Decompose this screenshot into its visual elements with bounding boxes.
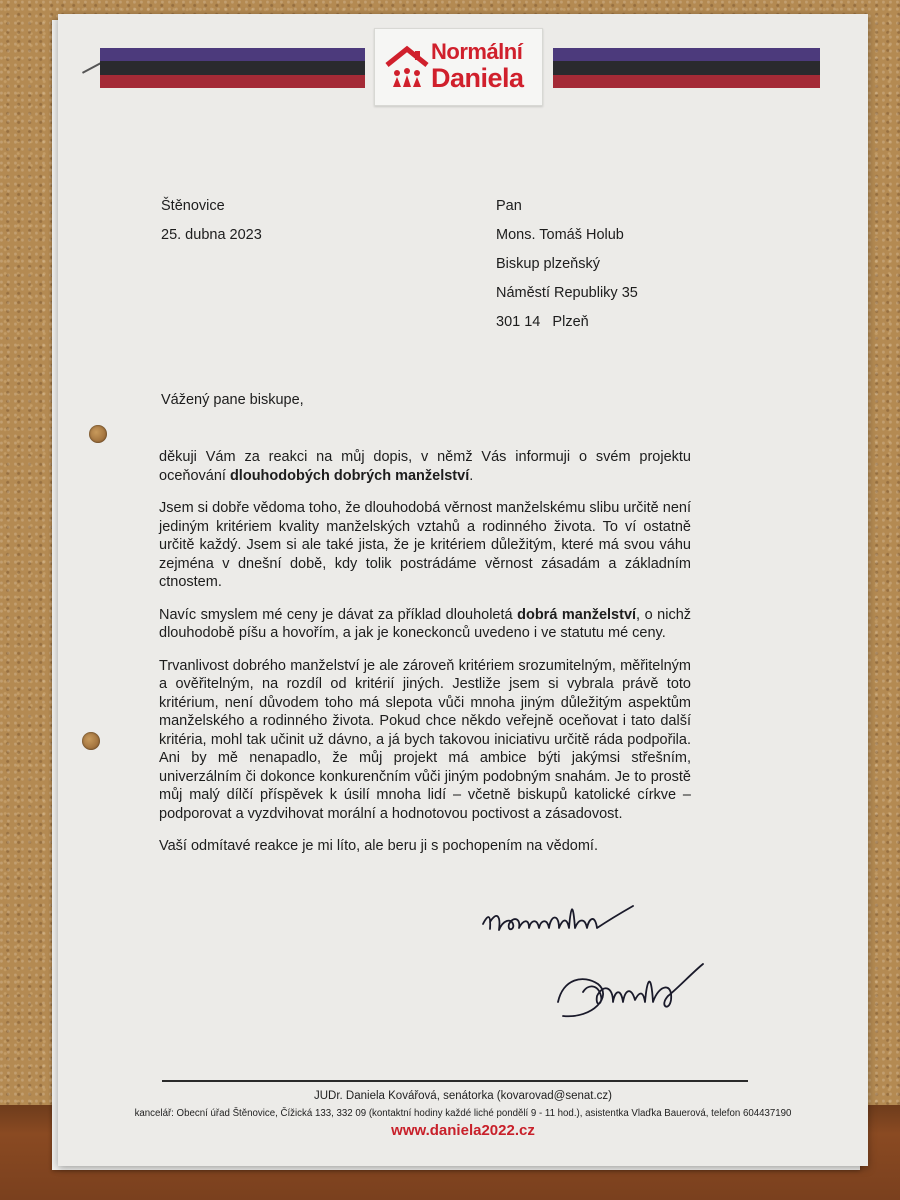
recipient-line: Náměstí Republiky 35 — [496, 285, 638, 301]
recipient-line: Biskup plzeňský — [496, 256, 600, 272]
sender-block — [161, 192, 262, 250]
house-family-icon — [385, 45, 429, 89]
footer-office: kancelář: Obecní úřad Štěnovice, Čížická 133, 332 09 (kontaktní hodiny každé liché pondělí 9 - 11 hod.), asistentka Vlaďka Bauerová, telefon 604437190 — [134, 1108, 792, 1119]
paragraph: Navíc smyslem mé ceny je dávat za příklad dlouholetá dobrá manželství, o nichž dlouhodobě píšu a hovořím, a jak je koneckonců uvedeno i ve statutu mé ceny. — [159, 606, 692, 641]
header-stripe-left — [100, 48, 365, 88]
punch-hole — [89, 425, 107, 443]
recipient-line: 301 14 Plzeň — [496, 314, 589, 330]
paragraph: děkuji Vám za reakci na můj dopis, v němž Vás informuji o svém projektu oceňování dlouhodobých dobrých manželství. — [159, 449, 691, 484]
header-stripe-right — [553, 48, 820, 88]
salutation: Vážený pane biskupe, — [161, 392, 304, 408]
logo-line-2: Daniela — [431, 63, 524, 93]
footer-rule — [162, 1080, 748, 1082]
sender-date: 25. dubna 2023 — [161, 227, 262, 243]
paragraph: Jsem si dobře vědoma toho, že dlouhodobá věrnost manželskému slibu určitě není jediným kritériem kvality manželských vztahů a rodinného života. To ví ostatně určitě každý. Jsem si ale také jista, že je kritériem důležitým, které má svou váhu zejména v dnešní době, kdy tolik postrádáme věrnost zásadám a základním ctnostem. — [159, 500, 691, 590]
recipient-line: Mons. Tomáš Holub — [496, 227, 624, 243]
recipient-line: Pan — [496, 198, 522, 214]
letter-body — [159, 448, 691, 870]
letter-page — [58, 14, 868, 1166]
logo-line-1: Normální — [431, 39, 523, 64]
footer-contact: JUDr. Daniela Kovářová, senátorka (kovarovad@senat.cz) — [313, 1090, 613, 1102]
paragraph: Vaší odmítavé reakce je mi líto, ale beru ji s pochopením na vědomí. — [159, 838, 598, 854]
recipient-address — [496, 192, 638, 337]
paragraph: Trvanlivost dobrého manželství je ale zároveň kritériem srozumitelným, měřitelným a ověřitelným, na rozdíl od kritérií jiných. Jestliže jsem si vybrala právě toto kritérium, není důvodem toho má slepota vůči mnoha jiným důležitým aspektům manželského a rodinného života. Pokud chce někdo veřejně oceňovat i tato další kritéria, mohl tak učinit už dávno, a já bych takovou iniciativu určitě ráda podpořila. Ani by mě nenapadlo, že můj projekt má ambice býti jakýmsi střešním, univerzálním či dokonce konkurenčním vůči jiným podobným snahám. Je to prostě můj malý dílčí příspěvek k úsilí mnoha lidí – včetně biskupů katolické církve – podporovat a vyzdvihovat morální a hodnotovou poctivost a zásadovost. — [159, 657, 691, 822]
logo — [374, 28, 543, 106]
punch-hole — [82, 732, 100, 750]
handwritten-signature — [463, 884, 733, 1034]
footer-website-link[interactable]: www.daniela2022.cz — [391, 1122, 535, 1139]
sender-place: Štěnovice — [161, 198, 225, 214]
